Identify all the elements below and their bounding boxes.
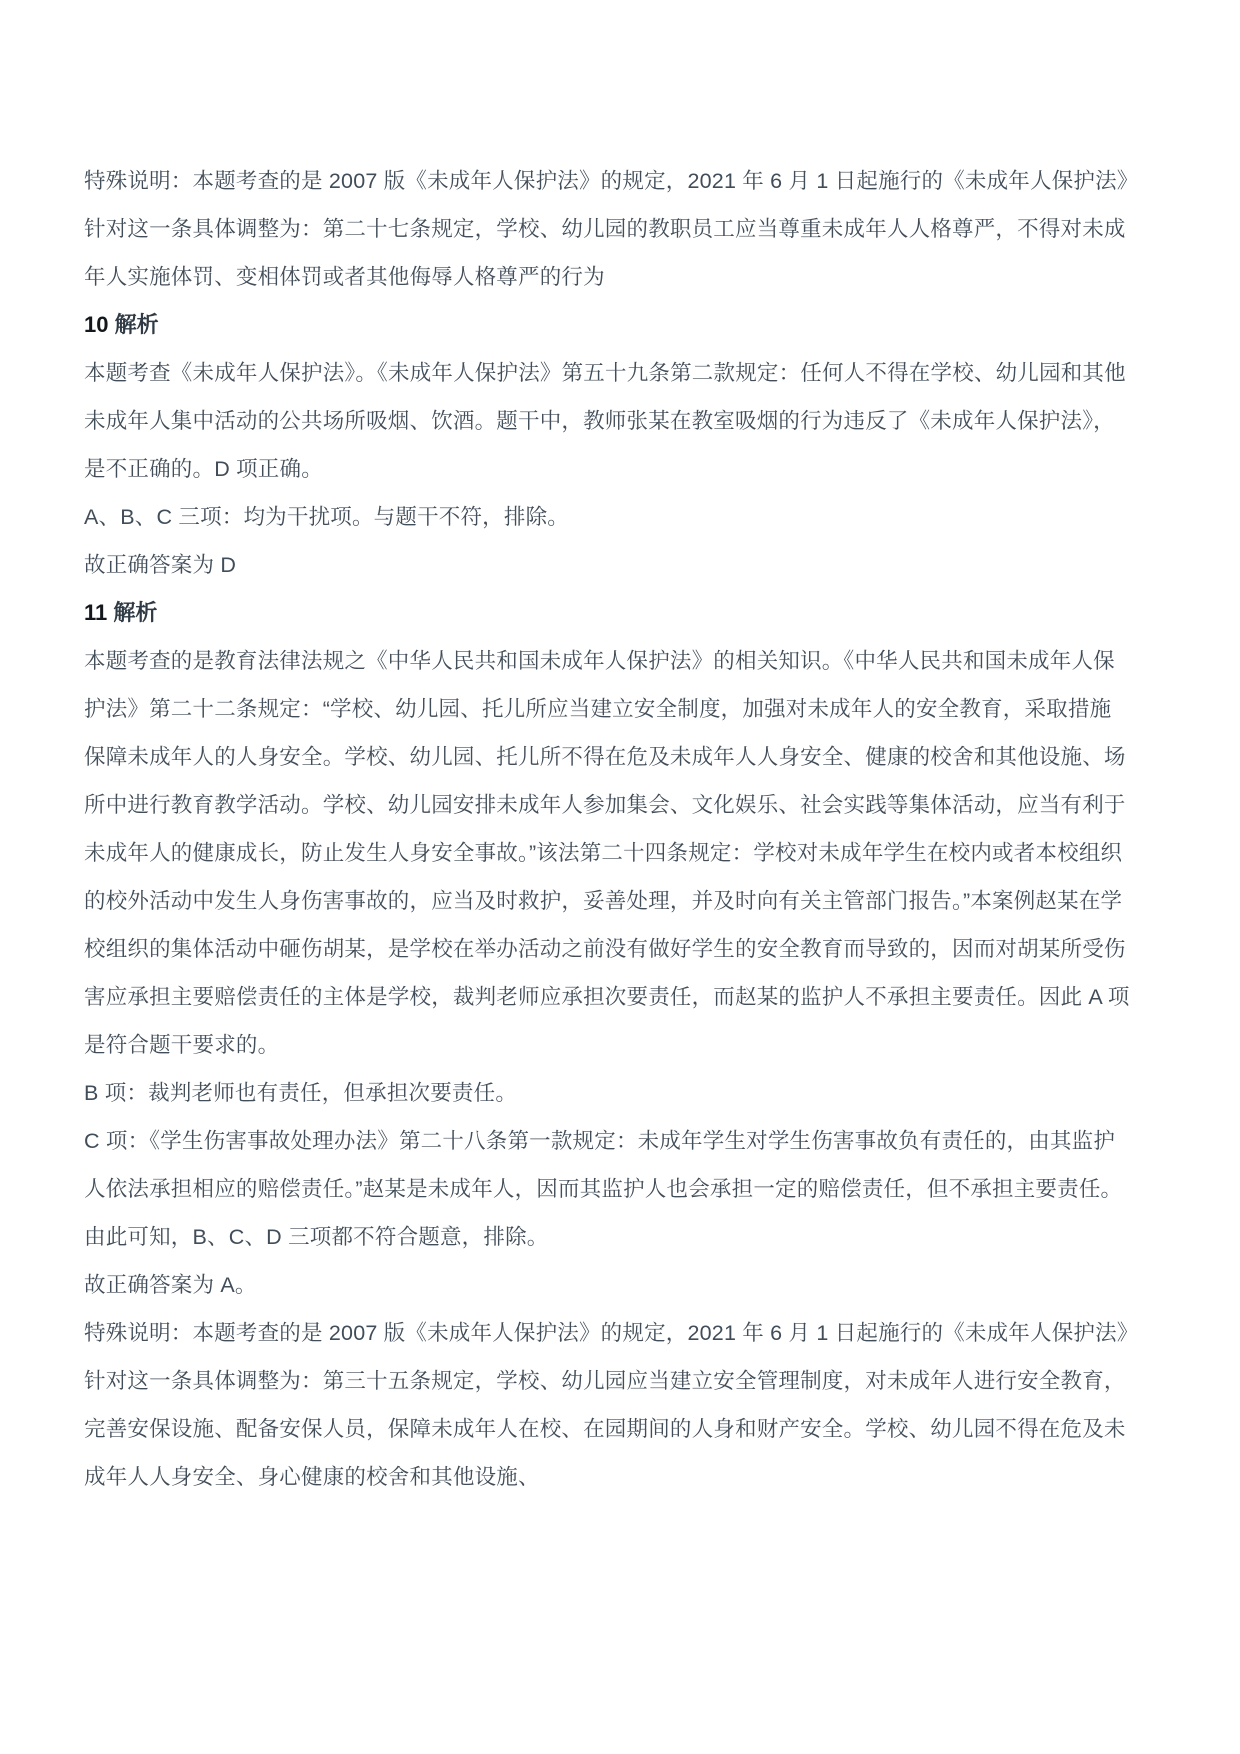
paragraph: 特殊说明：本题考查的是 2007 版《未成年人保护法》的规定，2021 年 6 月 1 日起施行的《未成年人保护法》针对这一条具体调整为：第三十五条规定，学校、幼儿园应当建立安全管理制度，对未成年人进行安全教育，完善安保设施、配备安保人员，保障未成年人在校、在园期间的人身和财产安全。学校、幼儿园不得在危及未成年人人身安全、身心健康的校舍和其他设施、 bbox=[84, 1321, 1128, 1489]
paragraph: 故正确答案为 A。 bbox=[84, 1273, 257, 1297]
paragraph: C 项：《学生伤害事故处理办法》第二十八条第一款规定：未成年学生对学生伤害事故负有责任的，由其监护人依法承担相应的赔偿责任。”赵某是未成年人，因而其监护人也会承担一定的赔偿责任，但不承担主要责任。 bbox=[84, 1129, 1123, 1201]
paragraph: A、B、C 三项：均为干扰项。与题干不符，排除。 bbox=[84, 505, 569, 529]
heading-number: 11 bbox=[84, 600, 108, 625]
paragraph: B 项：裁判老师也有责任，但承担次要责任。 bbox=[84, 1081, 518, 1105]
heading-number: 10 bbox=[84, 312, 109, 337]
paragraph: 故正确答案为 D bbox=[84, 553, 237, 577]
paragraph: 特殊说明：本题考查的是 2007 版《未成年人保护法》的规定，2021 年 6 月 1 日起施行的《未成年人保护法》针对这一条具体调整为：第二十七条规定，学校、幼儿园的教职员工应当尊重未成年人人格尊严，不得对未成年人实施体罚、变相体罚或者其他侮辱人格尊严的行为 bbox=[84, 169, 1128, 289]
document-body bbox=[84, 157, 1132, 1501]
paragraph: 本题考查《未成年人保护法》。《未成年人保护法》第五十九条第二款规定：任何人不得在学校、幼儿园和其他未成年人集中活动的公共场所吸烟、饮酒。题干中，教师张某在教室吸烟的行为违反了《未成年人保护法》，是不正确的。D 项正确。 bbox=[84, 361, 1126, 481]
section-heading bbox=[84, 301, 1132, 349]
paragraph: 由此可知，B、C、D 三项都不符合题意，排除。 bbox=[84, 1225, 549, 1249]
heading-label: 解析 bbox=[113, 600, 158, 625]
paragraph: 本题考查的是教育法律法规之《中华人民共和国未成年人保护法》的相关知识。《中华人民共和国未成年人保护法》第二十二条规定：“学校、幼儿园、托儿所应当建立安全制度，加强对未成年人的安全教育，采取措施保障未成年人的人身安全。学校、幼儿园、托儿所不得在危及未成年人人身安全、健康的校舍和其他设施、场所中进行教育教学活动。学校、幼儿园安排未成年人参加集会、文化娱乐、社会实践等集体活动，应当有利于未成年人的健康成长，防止发生人身安全事故。”该法第二十四条规定：学校对未成年学生在校内或者本校组织的校外活动中发生人身伤害事故的，应当及时救护，妥善处理，并及时向有关主管部门报告。”本案例赵某在学校组织的集体活动中砸伤胡某，是学校在举办活动之前没有做好学生的安全教育而导致的，因而对胡某所受伤害应承担主要赔偿责任的主体是学校，裁判老师应承担次要责任，而赵某的监护人不承担主要责任。因此 A 项是符合题干要求的。 bbox=[84, 649, 1130, 1057]
heading-label: 解析 bbox=[114, 312, 159, 337]
section-heading bbox=[84, 589, 1132, 637]
